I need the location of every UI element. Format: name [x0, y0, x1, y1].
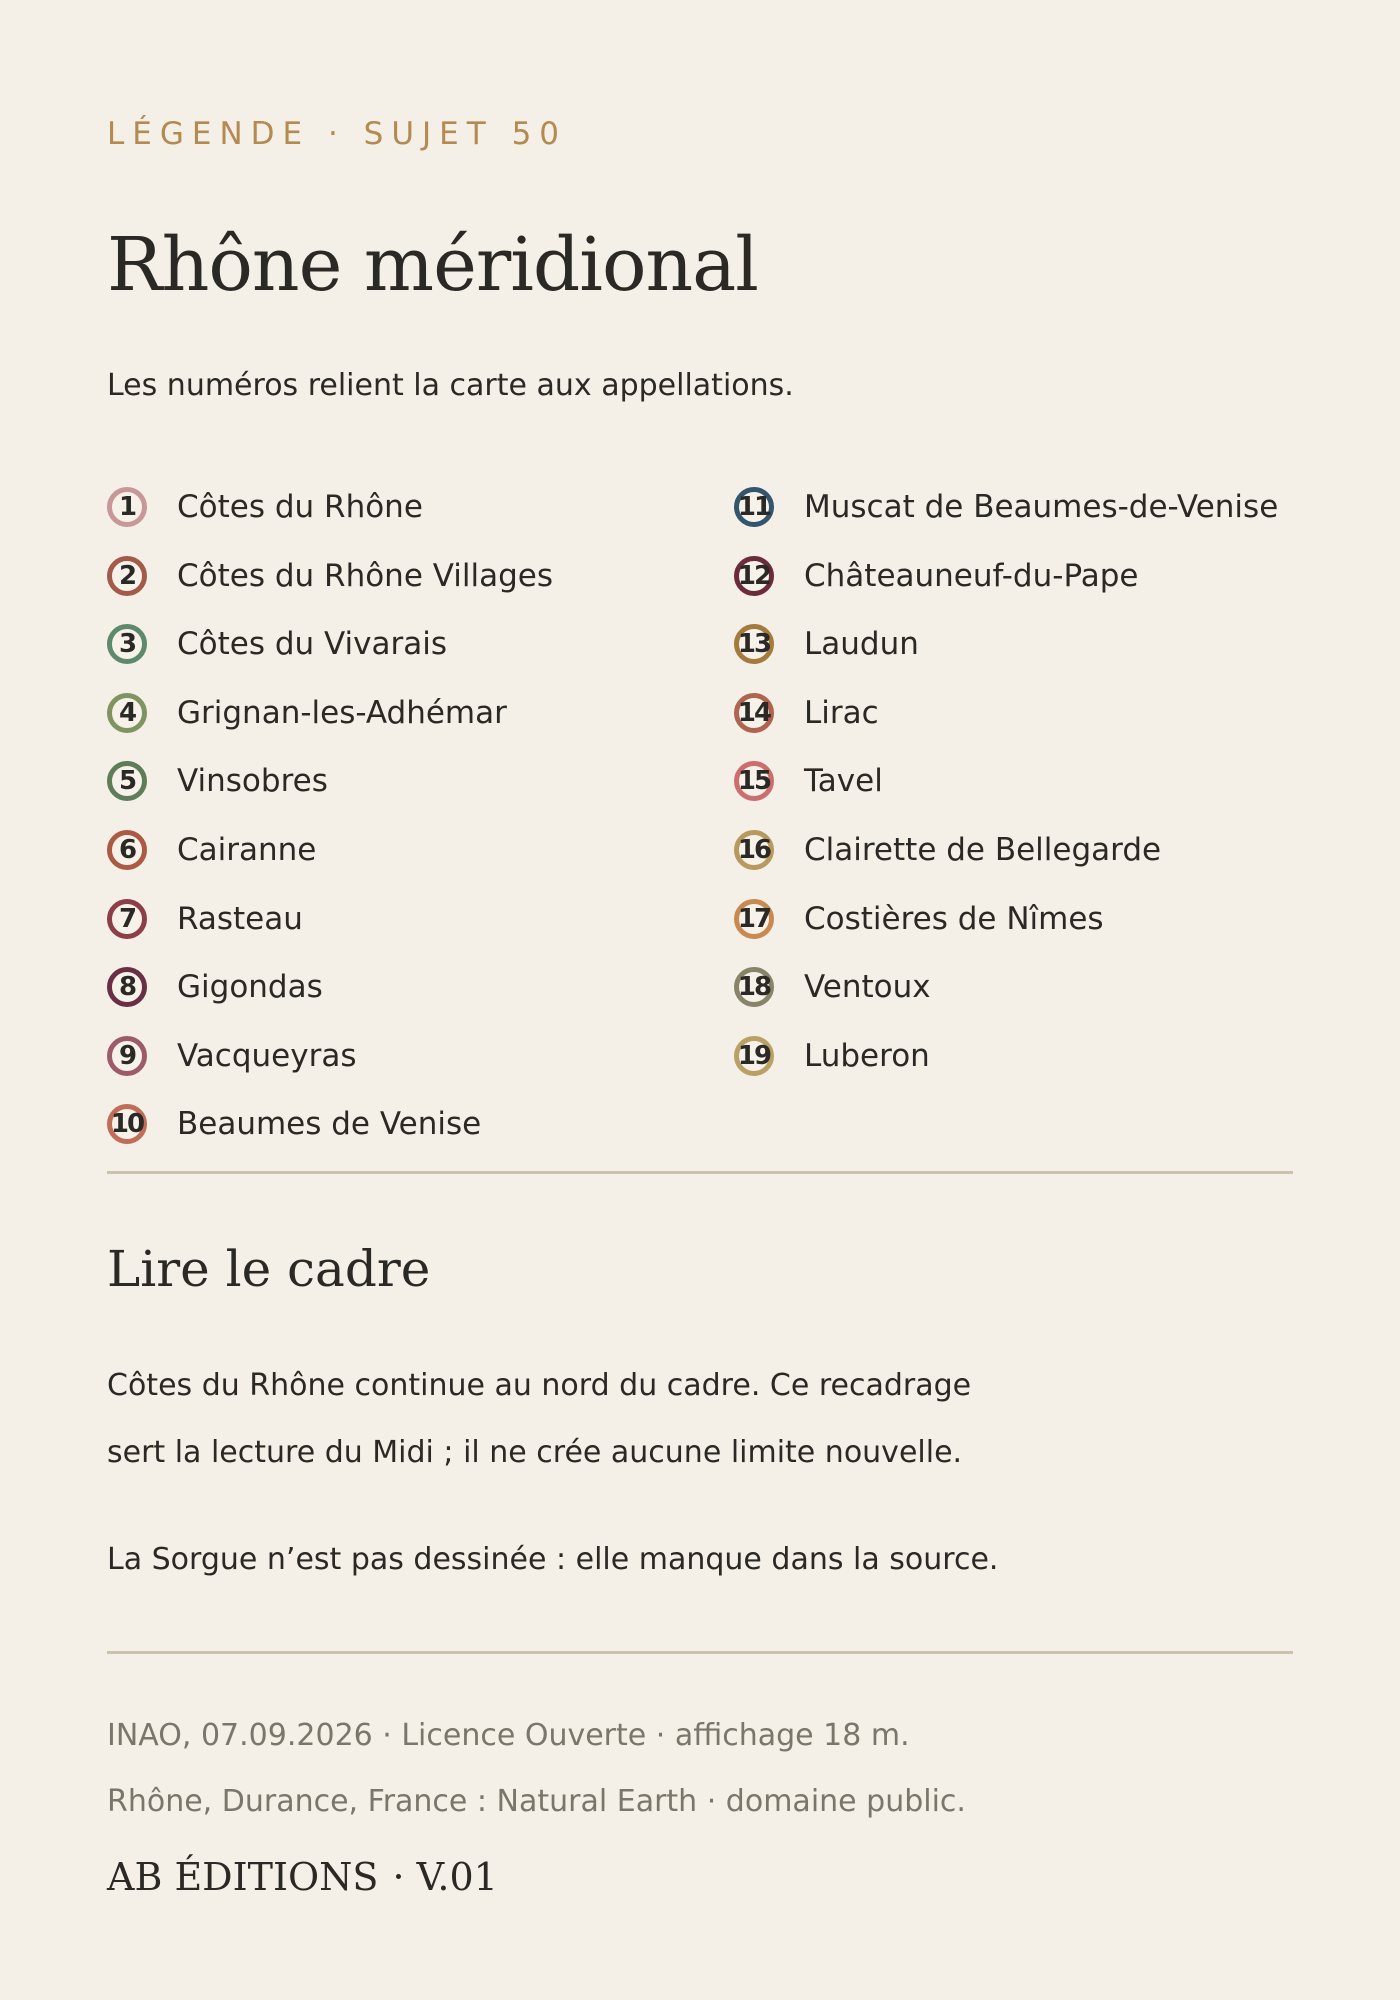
appellation-legend: [107, 480, 1293, 1160]
legend-number-badge: 19: [734, 1036, 774, 1076]
legend-item-label: Clairette de Bellegarde: [804, 832, 1162, 868]
legend-number-badge: 1: [107, 487, 147, 527]
legend-number-badge: 13: [734, 624, 774, 664]
source-credit: Rhône, Durance, France : Natural Earth · domaine public.: [107, 1784, 966, 1819]
legend-item: [734, 1029, 930, 1083]
legend-item: [734, 549, 1139, 603]
legend-item: [107, 1029, 356, 1083]
frame-note: La Sorgue n’est pas dessinée : elle manque dans la source.: [107, 1542, 999, 1577]
legend-item: [734, 892, 1104, 946]
legend-item-label: Laudun: [804, 626, 919, 663]
legend-item: [107, 549, 553, 603]
legend-item: [107, 480, 423, 534]
legend-item: [734, 480, 1278, 534]
legend-item-label: Costières de Nîmes: [804, 900, 1104, 937]
legend-number-badge: 12: [734, 556, 774, 596]
legend-item: [107, 823, 316, 877]
legend-item: [734, 823, 1161, 877]
legend-number-badge: 9: [107, 1036, 147, 1076]
legend-item: [107, 617, 447, 671]
publisher-brand: [107, 1855, 498, 1899]
frame-paragraph-line: sert la lecture du Midi ; il ne crée aucune limite nouvelle.: [107, 1435, 963, 1470]
frame-paragraph-line: Côtes du Rhône continue au nord du cadre. Ce recadrage: [107, 1368, 972, 1403]
legend-number-badge: 10: [107, 1104, 147, 1144]
legend-item: [734, 686, 879, 740]
legend-item-label: Vinsobres: [177, 763, 328, 800]
legend-number-badge: 2: [107, 556, 147, 596]
legend-item: [734, 617, 919, 671]
legend-item-label: Cairanne: [177, 832, 317, 868]
legend-item-label: Châteauneuf-du-Pape: [804, 557, 1139, 594]
legend-item-label: Côtes du Rhône Villages: [177, 557, 554, 594]
legend-item-label: Luberon: [804, 1037, 930, 1074]
legend-number-badge: 3: [107, 624, 147, 664]
legend-number-badge: 17: [734, 899, 774, 939]
legend-item-label: Vacqueyras: [177, 1037, 357, 1074]
section-heading: Lire le cadre: [107, 1240, 431, 1298]
kicker: LÉGENDE · SUJET 50: [107, 116, 568, 152]
legend-number-badge: 7: [107, 899, 147, 939]
legend-number-badge: 16: [734, 830, 774, 870]
intro-text: Les numéros relient la carte aux appellations.: [107, 368, 794, 403]
legend-item-label: Grignan-les-Adhémar: [177, 694, 507, 731]
legend-item-label: Ventoux: [804, 969, 931, 1006]
legend-number-badge: 8: [107, 967, 147, 1007]
legend-number-badge: 5: [107, 761, 147, 801]
legend-number-badge: 4: [107, 693, 147, 733]
legend-item: [107, 754, 328, 808]
version-label: · V.01: [392, 1855, 498, 1899]
legend-item-label: Côtes du Rhône: [177, 489, 423, 525]
divider: [107, 1171, 1293, 1174]
legend-number-badge: 15: [734, 761, 774, 801]
legend-item-label: Beaumes de Venise: [177, 1106, 482, 1143]
legend-item: [107, 892, 303, 946]
publisher-name: AB ÉDITIONS: [107, 1855, 379, 1899]
legend-number-badge: 11: [734, 487, 774, 527]
legend-item: [734, 754, 883, 808]
legend-item: [734, 960, 931, 1014]
divider: [107, 1651, 1293, 1654]
legend-item-label: Côtes du Vivarais: [177, 626, 448, 663]
legend-item-label: Tavel: [804, 763, 883, 800]
legend-item: [107, 1097, 481, 1151]
legend-item: [107, 686, 507, 740]
source-credit: INAO, 07.09.2026 · Licence Ouverte · affichage 18 m.: [107, 1718, 910, 1753]
legend-number-badge: 6: [107, 830, 147, 870]
page-title: Rhône méridional: [107, 222, 758, 308]
legend-number-badge: 14: [734, 693, 774, 733]
legend-item: [107, 960, 323, 1014]
legend-item-label: Lirac: [804, 694, 879, 731]
legend-number-badge: 18: [734, 967, 774, 1007]
legend-item-label: Muscat de Beaumes-de-Venise: [804, 489, 1279, 525]
legend-item-label: Rasteau: [177, 900, 303, 937]
legend-item-label: Gigondas: [177, 969, 323, 1006]
